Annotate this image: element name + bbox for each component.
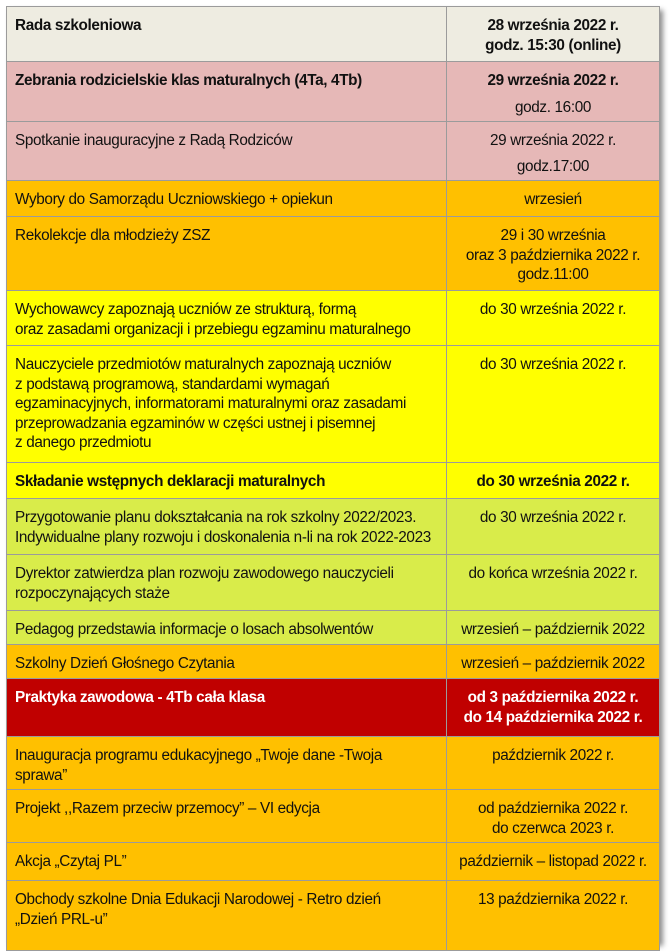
date-text: godz. 16:00 [514,98,592,116]
event-text: Rekolekcje dla młodzieży ZSZ [15,227,211,244]
event-cell [7,679,447,737]
table-row [7,7,660,62]
date-text: oraz 3 października 2022 r. [465,246,641,264]
date-text: 13 października 2022 r. [477,891,629,908]
event-text: Akcja „Czytaj PL” [15,853,127,870]
date-cell [447,790,660,843]
event-cell [7,181,447,217]
date-cell [447,499,660,555]
date-cell [447,217,660,291]
event-text: „Dzień PRL-u” [15,910,108,928]
table-row [7,555,660,611]
event-text: z podstawą programową, standardami wymagań [15,375,330,393]
date-cell [447,555,660,611]
date-cell [447,611,660,645]
date-text: październik – listopad 2022 r. [459,853,647,870]
table-row [7,62,660,122]
event-text: Nauczyciele przedmiotów maturalnych zapoznają uczniów [15,356,391,373]
event-text: Szkolny Dzień Głośnego Czytania [15,655,235,672]
event-text: oraz zasadami organizacji i przebiegu egzaminu maturalnego [15,320,411,338]
event-text: Pedagog przedstawia informacje o losach absolwentów [15,621,373,638]
event-cell [7,645,447,679]
date-cell [447,679,660,737]
date-cell [447,62,660,122]
schedule-table [6,6,660,951]
table-row [7,611,660,645]
event-text: sprawa” [15,766,67,784]
event-text: Wybory do Samorządu Uczniowskiego + opiekun [15,191,333,208]
schedule-table-container [6,6,659,942]
event-cell [7,463,447,499]
event-text: przeprowadzania egzaminów w części ustnej i pisemnej [15,414,376,432]
date-text: 29 września 2022 r. [487,72,619,89]
event-text: Indywidualne plany rozwoju i doskonalenia n-li na rok 2022-2023 [15,528,431,546]
date-text: do czerwca 2023 r. [491,819,615,837]
event-text: Spotkanie inauguracyjne z Radą Rodziców [15,132,293,149]
date-text: od 3 października 2022 r. [467,689,639,706]
date-text: wrzesień – październik 2022 [461,655,645,672]
event-text: Dyrektor zatwierdza plan rozwoju zawodowego nauczycieli [15,565,394,582]
table-row [7,499,660,555]
table-row [7,217,660,291]
table-row [7,291,660,346]
date-cell [447,181,660,217]
event-text: Składanie wstępnych deklaracji maturalnych [15,473,326,490]
event-cell [7,62,447,122]
event-text: Rada szkoleniowa [15,17,142,34]
date-text: godz.17:00 [516,157,590,175]
line-gap [451,91,655,98]
date-cell [447,737,660,790]
event-text: Inauguracja programu edukacyjnego „Twoje dane -Twoja [15,747,383,764]
event-text: Wychowawcy zapoznają uczniów ze strukturą, formą [15,301,356,318]
date-text: 29 września 2022 r. [489,132,616,149]
date-text: 28 września 2022 r. [487,17,619,34]
table-row [7,790,660,843]
date-text: do 30 września 2022 r. [479,356,627,373]
date-text: wrzesień – październik 2022 [461,621,645,638]
event-text: Praktyka zawodowa - 4Tb cała klasa [15,689,265,706]
event-cell [7,291,447,346]
date-text: godz. 15:30 (online) [485,36,621,54]
event-cell [7,611,447,645]
event-cell [7,7,447,62]
event-text: rozpoczynających staże [15,584,170,602]
event-cell [7,881,447,951]
event-cell [7,346,447,463]
table-row [7,122,660,181]
schedule-table-body [7,7,660,951]
date-cell [447,346,660,463]
date-text: od października 2022 r. [477,800,629,817]
date-cell [447,463,660,499]
date-text: październik 2022 r. [492,747,614,764]
event-text: Zebrania rodzicielskie klas maturalnych (4Ta, 4Tb) [15,72,362,89]
date-text: wrzesień [524,191,582,208]
event-cell [7,843,447,881]
date-text: do 14 października 2022 r. [463,708,643,726]
event-text: Projekt ,,Razem przeciw przemocy” – VI edycja [15,800,320,817]
date-cell [447,843,660,881]
event-cell [7,122,447,181]
table-row [7,645,660,679]
date-cell [447,7,660,62]
event-text: egzaminacyjnych, informatorami maturalnymi oraz zasadami [15,395,407,412]
table-row [7,679,660,737]
date-cell [447,291,660,346]
date-text: godz.11:00 [517,266,589,283]
table-row [7,737,660,790]
date-text: 29 i 30 września [500,227,606,244]
event-cell [7,737,447,790]
date-cell [447,881,660,951]
table-row [7,346,660,463]
event-text: Obchody szkolne Dnia Edukacji Narodowej - Retro dzień [15,891,381,908]
date-text: do 30 września 2022 r. [476,473,630,490]
event-cell [7,790,447,843]
event-cell [7,555,447,611]
date-cell [447,645,660,679]
event-text: z danego przedmiotu [15,434,152,451]
event-cell [7,217,447,291]
date-cell [447,122,660,181]
table-row [7,881,660,951]
date-text: do 30 września 2022 r. [479,301,627,318]
event-cell [7,499,447,555]
table-row [7,843,660,881]
date-text: do 30 września 2022 r. [479,509,627,526]
event-text: Przygotowanie planu dokształcania na rok szkolny 2022/2023. [15,509,417,526]
table-row [7,181,660,217]
date-text: do końca września 2022 r. [468,565,638,582]
table-row [7,463,660,499]
